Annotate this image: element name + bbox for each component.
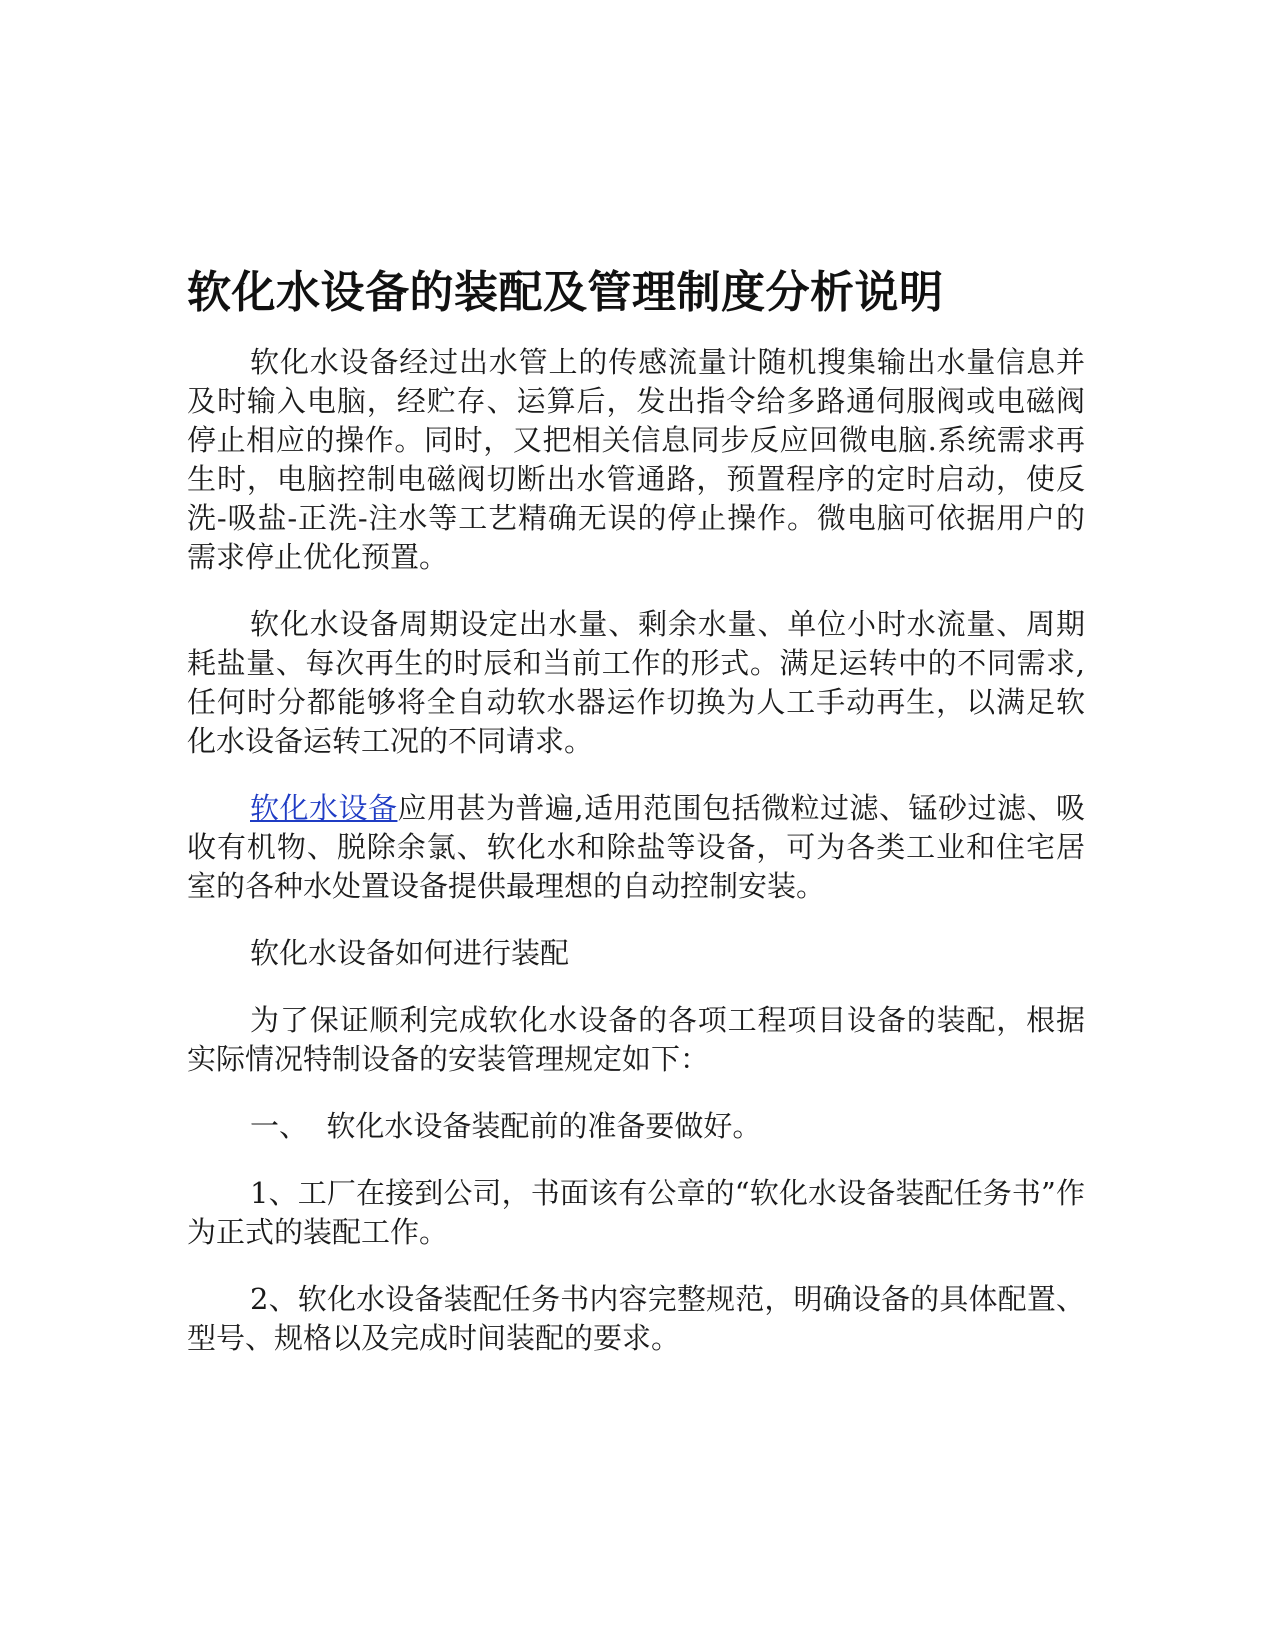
list-item-2: 2、软化水设备装配任务书内容完整规范，明确设备的具体配置、型号、规格以及完成时间装配的要求。 (187, 1282, 1085, 1355)
section-one-heading: 一、 软化水设备装配前的准备要做好。 (250, 1109, 762, 1143)
document-title: 软化水设备的装配及管理制度分析说明 (187, 267, 944, 318)
document-body (187, 262, 1085, 1386)
paragraph-settings: 软化水设备周期设定出水量、剩余水量、单位小时水流量、周期耗盐量、每次再生的时辰和当前工作的形式。满足运转中的不同需求,任何时分都能够将全自动软水器运作切换为人工手动再生，以满足软化水设备运转工况的不同请求。 (187, 607, 1085, 758)
application-text: 应用甚为普遍,适用范围包括微粒过滤、锰砂过滤、吸收有机物、脱除余氯、软化水和除盐等设备，可为各类工业和住宅居室的各种水处置设备提供最理想的自动控制安装。 (187, 791, 1085, 903)
water-softener-link[interactable]: 软化水设备 (250, 791, 398, 825)
list-item-1: 1、工厂在接到公司，书面该有公章的“软化水设备装配任务书”作为正式的装配工作。 (187, 1176, 1085, 1249)
assembly-subheading: 软化水设备如何进行装配 (250, 936, 570, 970)
paragraph-operation: 软化水设备经过出水管上的传感流量计随机搜集输出水量信息并及时输入电脑，经贮存、运算后，发出指令给多路通伺服阀或电磁阀停止相应的操作。同时，又把相关信息同步反应回微电脑.系统需求再生时，电脑控制电磁阀切断出水管通路，预置程序的定时启动，使反洗-吸盐-正洗-注水等工艺精确无误的停止操作。微电脑可依据用户的需求停止优化预置。 (187, 345, 1085, 574)
paragraph-intro: 为了保证顺利完成软化水设备的各项工程项目设备的装配，根据实际情况特制设备的安装管理规定如下： (187, 1003, 1085, 1076)
paragraph-application (187, 789, 1085, 906)
